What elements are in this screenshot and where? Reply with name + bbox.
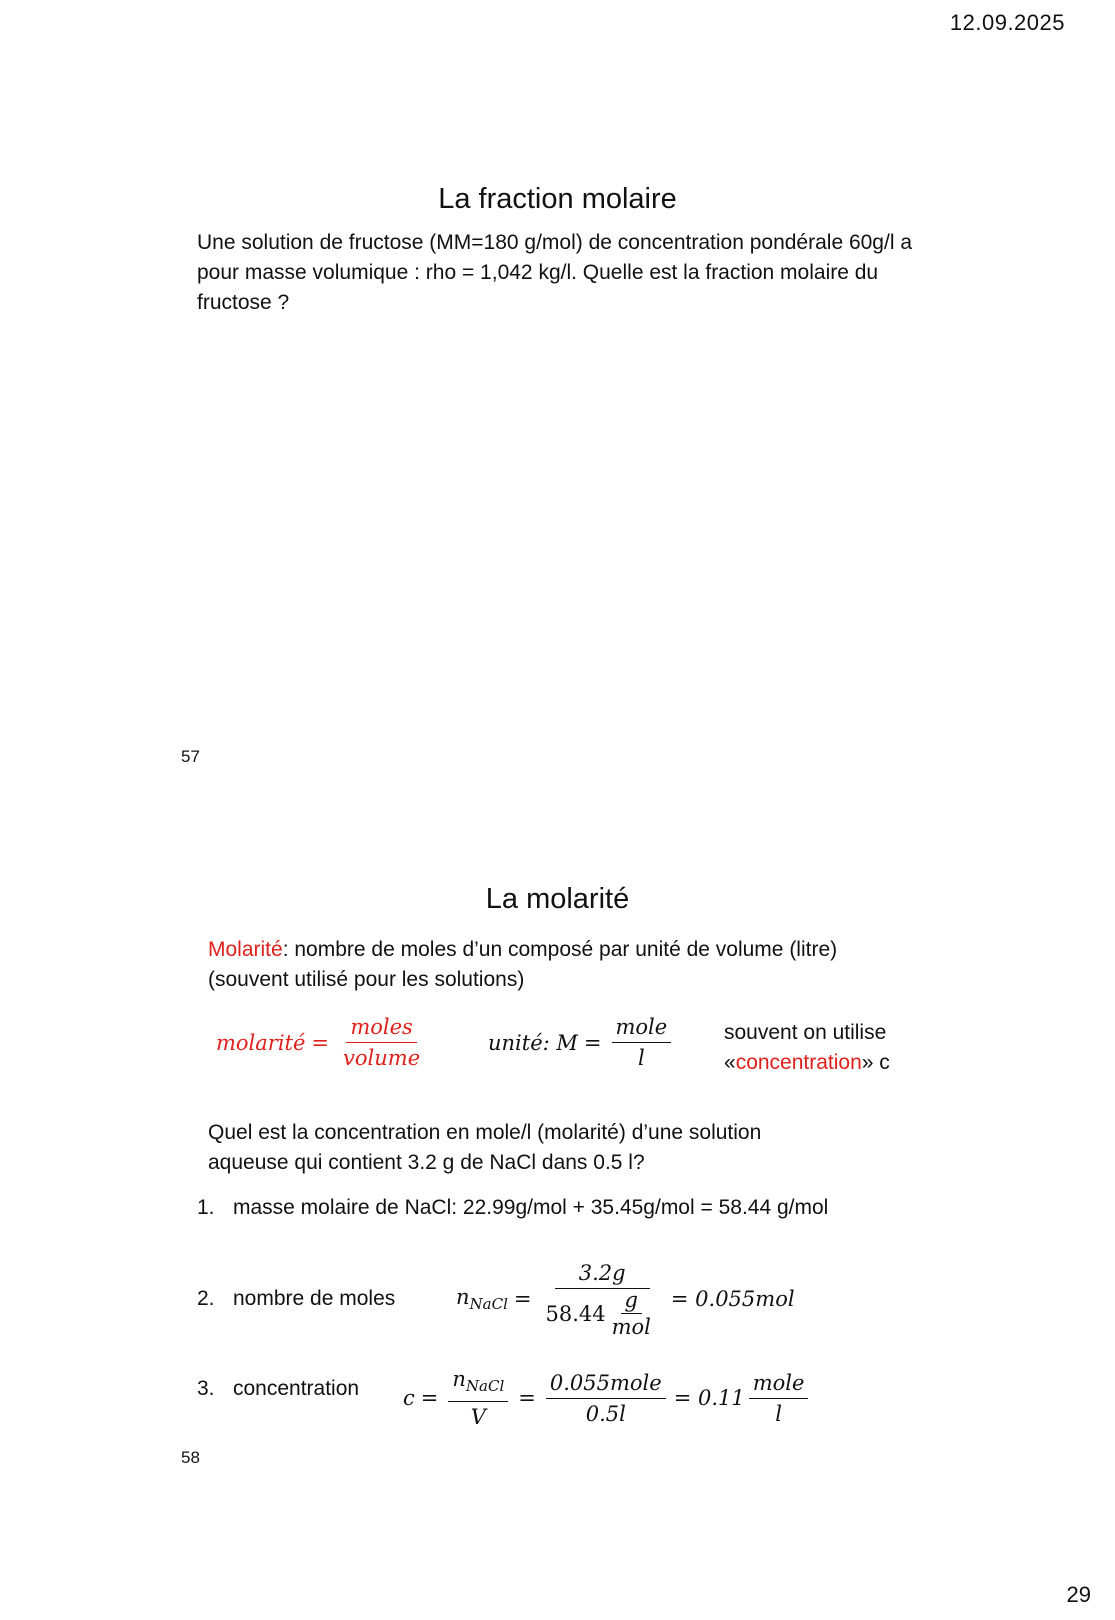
molarity-fraction: [339, 1014, 424, 1071]
conc-n-fraction: [448, 1366, 508, 1430]
conc-n-denominator: V: [470, 1405, 486, 1430]
moles-equation: [456, 1260, 795, 1338]
header-date: 12.09.2025: [949, 10, 1065, 35]
question-line1: Quel est la concentration en mole/l (molarité) d’une solution: [208, 1121, 762, 1144]
unit-numerator: mole: [612, 1014, 672, 1043]
molarity-formula: [216, 1014, 428, 1071]
moles-den-unit-den: mol: [611, 1315, 651, 1339]
conc-n-numerator: $n_{NaCl}$: [448, 1366, 508, 1402]
step-3-label: concentration: [233, 1377, 360, 1400]
concentration-equation: [403, 1366, 812, 1430]
slide1-number: 57: [181, 747, 200, 766]
step-2: [197, 1284, 395, 1314]
step-2-label: nombre de moles: [233, 1287, 396, 1310]
unit-fraction: [612, 1014, 672, 1071]
slide2-definition: [208, 935, 928, 995]
unit-denominator: l: [637, 1046, 645, 1070]
definition-rest: : nombre de moles d’un composé par unité de volume (litre): [282, 938, 838, 961]
conc-value-denominator: 0.5l: [585, 1401, 626, 1426]
moles-result: = 0.055mol: [670, 1287, 795, 1311]
conc-result: = 0.11: [673, 1386, 745, 1411]
note-close-quote: » c: [861, 1051, 890, 1074]
note-open-quote: «: [724, 1051, 736, 1074]
conc-equals-2: =: [518, 1386, 536, 1411]
molarity-equals: =: [311, 1030, 330, 1055]
molarity-numerator: moles: [346, 1014, 416, 1043]
slide2-question: [208, 1118, 928, 1178]
conc-unit-numerator: mole: [749, 1370, 809, 1399]
conc-value-numerator: 0.055mole: [546, 1370, 666, 1399]
step-1: [197, 1193, 937, 1223]
conc-c: c: [403, 1386, 415, 1411]
slide2-number: 58: [181, 1448, 200, 1467]
step-2-number: 2.: [197, 1287, 215, 1310]
step-3-number: 3.: [197, 1377, 215, 1400]
unit-formula: [488, 1014, 675, 1071]
moles-numerator: 3.2g: [555, 1260, 650, 1289]
moles-den-unit-num: g: [621, 1289, 642, 1314]
definition-term: Molarité: [208, 938, 283, 961]
molarity-denominator: volume: [343, 1046, 421, 1070]
step-1-number: 1.: [197, 1196, 215, 1219]
concentration-note: [724, 1018, 924, 1078]
conc-unit-denominator: l: [775, 1401, 782, 1426]
question-line2: aqueuse qui contient 3.2 g de NaCl dans 0.5 l?: [208, 1151, 645, 1174]
note-term: concentration: [735, 1051, 862, 1074]
conc-unit-fraction: [749, 1370, 809, 1427]
definition-note: (souvent utilisé pour les solutions): [208, 968, 525, 991]
step-3: [197, 1374, 359, 1404]
note-line1: souvent on utilise: [724, 1021, 887, 1044]
molarity-lhs: molarité: [216, 1030, 306, 1055]
unit-lhs: unité: M: [488, 1030, 578, 1055]
slide1-question: Une solution de fructose (MM=180 g/mol) de concentration pondérale 60g/l a pour masse volumique : rho = 1,042 kg/l. Quelle est la fraction molaire du fructose ?: [197, 231, 913, 314]
moles-var: $n_{NaCl}$: [456, 1284, 508, 1314]
moles-den-value: 58.44: [545, 1301, 606, 1326]
conc-equals-1: =: [420, 1386, 439, 1411]
moles-denominator: [541, 1289, 662, 1338]
conc-value-fraction: [546, 1370, 666, 1427]
moles-equals: =: [513, 1287, 532, 1311]
page-number: 29: [1066, 1582, 1091, 1607]
moles-den-unit: [608, 1289, 655, 1338]
unit-equals: =: [583, 1030, 602, 1055]
slide2-title: La molarité: [485, 883, 630, 915]
step-1-label: masse molaire de NaCl: 22.99g/mol + 35.45g/mol = 58.44 g/mol: [233, 1196, 829, 1219]
slide1-title: La fraction molaire: [438, 183, 677, 215]
moles-fraction: [541, 1260, 662, 1338]
